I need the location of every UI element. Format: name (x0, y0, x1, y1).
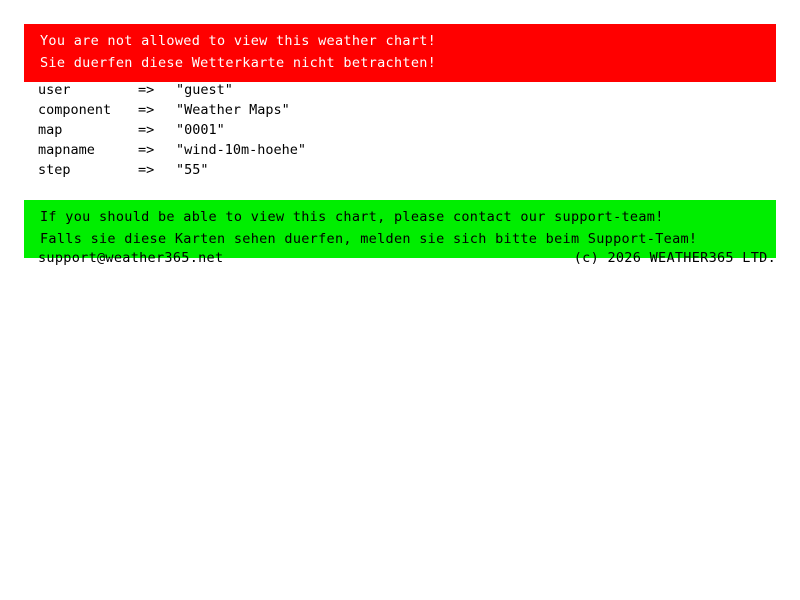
param-key: step (38, 162, 71, 178)
info-banner-line-en: If you should be able to view this chart, please contact our support-team! (40, 209, 664, 225)
support-email-link[interactable]: support@weather365.net (38, 250, 224, 266)
error-banner (24, 24, 776, 82)
param-arrow: => (138, 142, 155, 158)
param-arrow: => (138, 102, 155, 118)
table-row (38, 160, 306, 180)
param-arrow: => (138, 162, 155, 178)
table-row (38, 140, 306, 160)
param-value: "guest" (176, 82, 233, 98)
param-value: "wind-10m-hoehe" (176, 142, 307, 158)
footer (38, 250, 776, 266)
table-row (38, 120, 306, 140)
info-banner-line-de: Falls sie diese Karten sehen duerfen, melden sie sich bitte beim Support-Team! (40, 231, 698, 247)
error-banner-line-de: Sie duerfen diese Wetterkarte nicht betrachten! (40, 55, 437, 71)
param-value: "0001" (176, 122, 225, 138)
param-key: mapname (38, 142, 95, 158)
param-value: "Weather Maps" (176, 102, 290, 118)
param-key: map (38, 122, 63, 138)
parameter-table (38, 80, 306, 180)
table-row (38, 100, 306, 120)
copyright-text: (c) 2026 WEATHER365 LTD. (573, 250, 776, 266)
table-row (38, 80, 306, 100)
param-arrow: => (138, 122, 155, 138)
param-arrow: => (138, 82, 155, 98)
param-key: user (38, 82, 71, 98)
param-key: component (38, 102, 112, 118)
param-value: "55" (176, 162, 209, 178)
error-banner-line-en: You are not allowed to view this weather chart! (40, 33, 437, 49)
